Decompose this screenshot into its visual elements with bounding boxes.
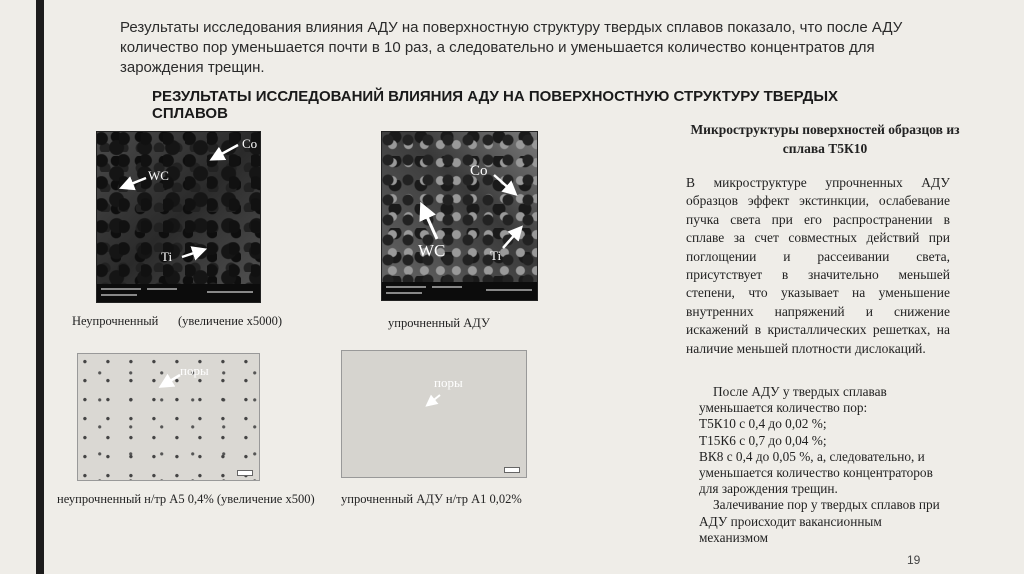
caption-optical-hardened: упрочненный АДУ н/тр А1 0,02% [341,492,522,506]
sem-info-bar [97,284,260,302]
label-co-right: Co [470,163,488,179]
slide-title: РЕЗУЛЬТАТЫ ИССЛЕДОВАНИЙ ВЛИЯНИЯ АДУ НА ПОВЕРХНОСТНУЮ СТРУКТУРУ ТВЕРДЫХ СПЛАВОВ [152,88,839,122]
sem-image-unhardened [96,131,261,303]
label-pores-right: поры [434,375,463,390]
intro-text: Результаты исследования влияния АДУ на поверхностную структуру твердых сплавов показало, что после АДУ количество пор уменьшается почти в 10 раз, а следовательно и уменьшается количество концентратов для зарождения трещин. [120,19,903,76]
right-paragraph: В микроструктуре упрочненных АДУ образцов эффект экстинкции, ослабевание пучка света при его распространении в сплаве за счет совместных действий при поглощении и рассеивании света, присутствует в значительно меньшей степени, что указывает на уменьшение внутренних напряжений и снижение искажений в кристаллических решетках, на наличие меньшей плотности дислокаций. [686,175,950,356]
label-pores-left: поры [180,363,209,378]
caption-zoom: (увеличение x5000) [178,314,283,328]
label-ti-right: Ti [490,248,502,263]
healing-text: Залечивание пор у твердых сплавов при АДУ происходит вакансионным механизмом [699,497,940,545]
scale-bar [504,467,520,473]
label-ti-left: Ti [161,249,173,264]
optical-image-hardened [341,350,527,478]
caption-optical-unhardened: неупрочненный н/тр А5 0,4% (увеличение x500) [57,492,315,506]
pores-line-t15k6: Т15К6 с 0,7 до 0,04 %; [699,432,827,448]
label-co-left: Co [242,136,258,151]
label-wc-right: WC [418,241,446,260]
page-number: 19 [907,553,921,567]
right-heading: Микроструктуры поверхностей образцов из сплава Т5К10 [690,122,960,156]
label-wc-left: WC [148,168,169,183]
pores-intro: После АДУ у твердых сплавав уменьшается количество пор: [699,384,887,416]
left-accent-bar [36,0,44,574]
pores-summary [699,384,949,546]
optical-image-unhardened [77,353,260,481]
sem-info-bar [382,282,537,300]
caption-unhardened-state: Неупрочненный [72,314,159,328]
pores-line-vk8: ВК8 с 0,4 до 0,05 %, а, следовательно, и уменьшается количество концентраторов для зарождения трещин. [699,448,933,497]
sem-image-hardened [381,131,538,301]
caption-hardened: упрочненный АДУ [388,316,490,330]
pores-line-t5k10: Т5К10 с 0,4 до 0,02 %; [699,416,827,432]
scale-bar [237,470,253,476]
